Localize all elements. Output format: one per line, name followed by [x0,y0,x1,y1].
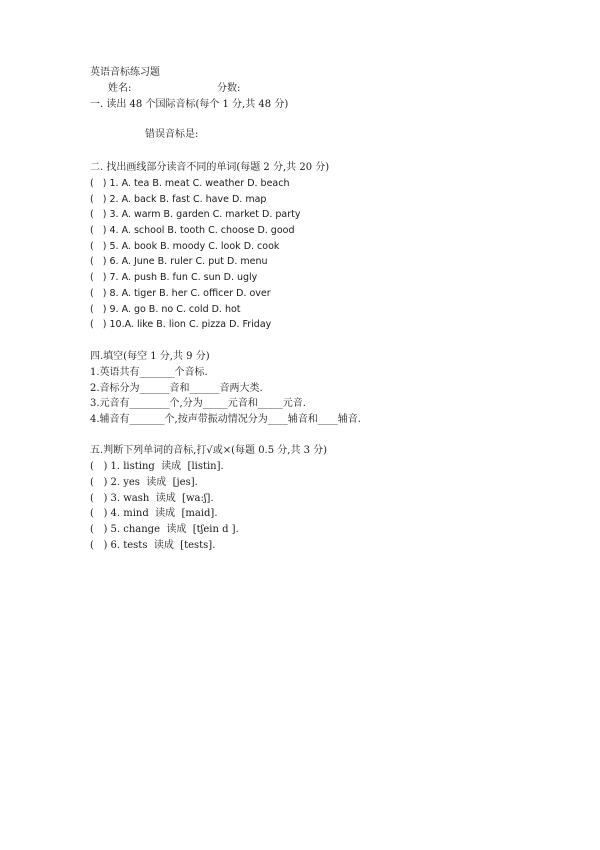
section-2-heading: 二. 找出画线部分读音不同的单词(每题 2 分,共 20 分) [90,162,330,173]
judge-item: ( ) 6. tests 读成 [tests]. [90,540,216,551]
fill-blank-item: 3.元音有________个,分为_____元音和_____元音. [90,398,306,409]
question-item: ( ) 8. A. tiger B. her C. officer D. over [90,288,271,299]
judge-item: ( ) 2. yes 读成 [jes]. [90,477,198,488]
section-5-heading: 五.判断下列单词的音标,打√或×(每题 0.5 分,共 3 分) [90,445,328,456]
judge-item: ( ) 4. mind 读成 [maid]. [90,508,218,519]
fill-blank-item: 2.音标分为______音和______音两大类. [90,383,263,394]
section-4-heading: 四.填空(每空 1 分,共 9 分) [90,351,210,362]
question-item: ( ) 4. A. school B. tooth C. choose D. good [90,225,295,236]
question-item: ( ) 6. A. June B. ruler C. put D. menu [90,256,268,267]
name-label: 姓名: [108,83,132,94]
judge-item: ( ) 1. listing 读成 [listin]. [90,461,224,472]
question-item: ( ) 5. A. book B. moody C. look D. cook [90,241,280,252]
question-item: ( ) 2. A. back B. fast C. have D. map [90,194,267,205]
fill-blank-item: 1.英语共有_______个音标. [90,367,208,378]
score-label: 分数: [217,83,241,94]
question-item: ( ) 1. A. tea B. meat C. weather D. beach [90,178,290,189]
question-item: ( ) 10.A. like B. lion C. pizza D. Friday [90,319,272,330]
judge-item: ( ) 5. change 读成 [tʃein d ]. [90,524,239,535]
section-1-heading: 一. 读出 48 个国际音标(每个 1 分,共 48 分) [90,99,289,110]
question-item: ( ) 7. A. push B. fun C. sun D. ugly [90,272,258,283]
question-item: ( ) 3. A. warm B. garden C. market D. party [90,209,301,220]
worksheet-title: 英语音标练习题 [90,67,160,78]
judge-item: ( ) 3. wash 读成 [wa:ʃ]. [90,493,214,504]
section-1-note: 错误音标是: [145,129,199,140]
question-item: ( ) 9. A. go B. no C. cold D. hot [90,304,241,315]
fill-blank-item: 4.辅音有_______个,按声带振动情况分为____辅音和____辅音. [90,414,361,425]
